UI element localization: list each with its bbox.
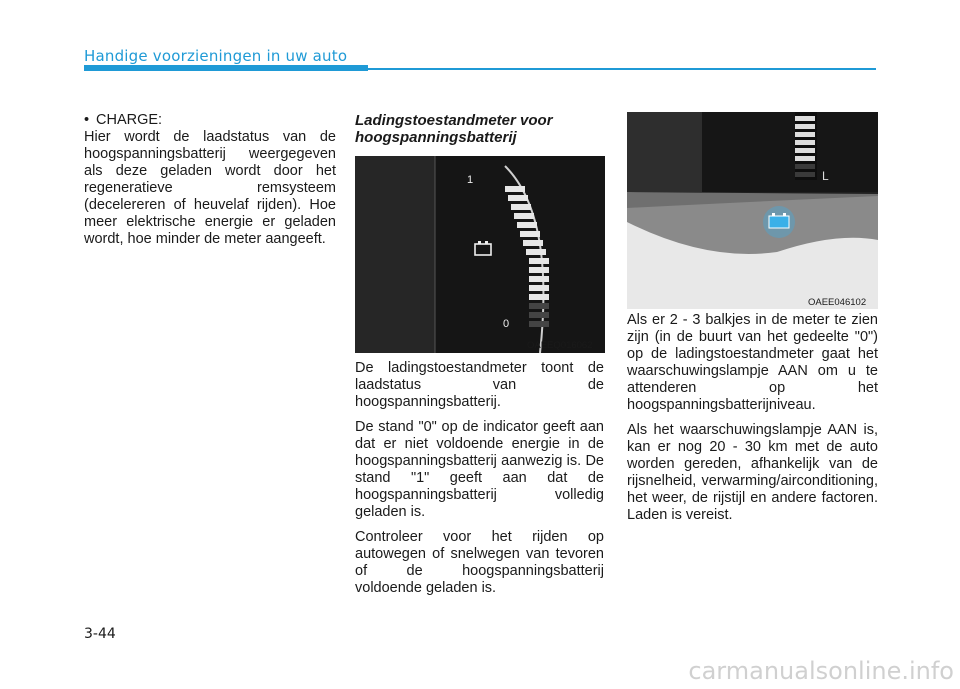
warning-paragraphs [627,312,878,532]
gauge-bar [514,213,534,219]
gauge-bar [529,258,549,264]
gauge-full-label: 1 [467,174,474,186]
bullet-item [84,112,336,129]
gauge-bar [795,132,815,137]
watermark: carmanualsonline.info [688,657,954,685]
gauge-bar [795,140,815,145]
gauge-bar [529,276,549,282]
gauge-bar [795,156,815,161]
header-accent-bar [84,65,368,71]
gauge-bar [795,164,815,169]
gauge-bar [526,249,546,255]
paragraph-1: De ladingstoestandmeter toont de laadstatus van de hoogspanningsbatterij. [355,360,604,410]
gauge-bar [529,285,549,291]
paragraph-3: Controleer voor het rijden op autowegen of snelwegen van tevoren of de hoogspanningsbatterij voldoende geladen is. [355,529,604,596]
section-title: Ladingstoestandmeter voor hoogspanningsbatterij [355,112,553,146]
gauge-paragraphs [355,360,604,605]
bullet-icon: • [84,112,90,128]
gauge-bar [523,240,543,246]
gauge-bar [529,294,549,300]
column-charge [84,112,336,256]
battery-warning-icon [763,206,795,238]
figure-caption: OAEEQ016062 [527,340,593,351]
gauge-bar [517,222,537,228]
gauge-bar [505,186,525,192]
gauge-bar [795,116,815,121]
bullet-label: CHARGE: [96,112,163,128]
battery-gauge-figure [355,156,605,353]
figure-caption-2: OAEE046102 [808,297,867,308]
column-gauge [355,112,604,157]
paragraph-5: Als het waarschuwingslampje AAN is, kan er nog 20 - 30 km met de auto worden gereden, afhankelijk van de rijsnelheid, verwarming/airconditioning, het weer, de rijstijl en andere factoren. Laden is vereist. [627,422,878,523]
gauge-bar [795,124,815,129]
gauge-bar [529,312,549,318]
gauge-bar [795,172,815,177]
gauge-bar [795,148,815,153]
gauge-bar [508,195,528,201]
gauge-bar [529,303,549,309]
paragraph-4: Als er 2 - 3 balkjes in de meter te zien zijn (in de buurt van het gedeelte "0") op de ladingstoestandmeter gaat het waarschuwingslampje AAN om u te attenderen op het hoogspanningsbatterijniveau. [627,312,878,413]
gauge-bar [511,204,531,210]
charge-description: Hier wordt de laadstatus van de hoogspanningsbatterij weergegeven als deze geladen wordt door het regeneratieve remsysteem (decelereren of heuvelaf rijden). Hoe meer elektrische energie er geladen wordt, hoe minder de meter aangeeft. [84,129,336,247]
gauge-bar [529,321,549,327]
gauge-level-label: L [822,169,829,183]
section-header-title: Handige voorzieningen in uw auto [84,47,348,65]
gauge-bar [520,231,540,237]
gauge-bar [529,267,549,273]
gauge-empty-label: 0 [503,318,510,330]
page-number: 3-44 [84,626,116,642]
paragraph-2: De stand "0" op de indicator geeft aan dat er niet voldoende energie in de hoogspanningsbatterij aanwezig is. De stand "1" geeft aan dat de hoogspanningsbatterij volledig geladen is. [355,419,604,520]
header-rule [368,68,876,70]
warning-lamp-figure [627,112,878,309]
